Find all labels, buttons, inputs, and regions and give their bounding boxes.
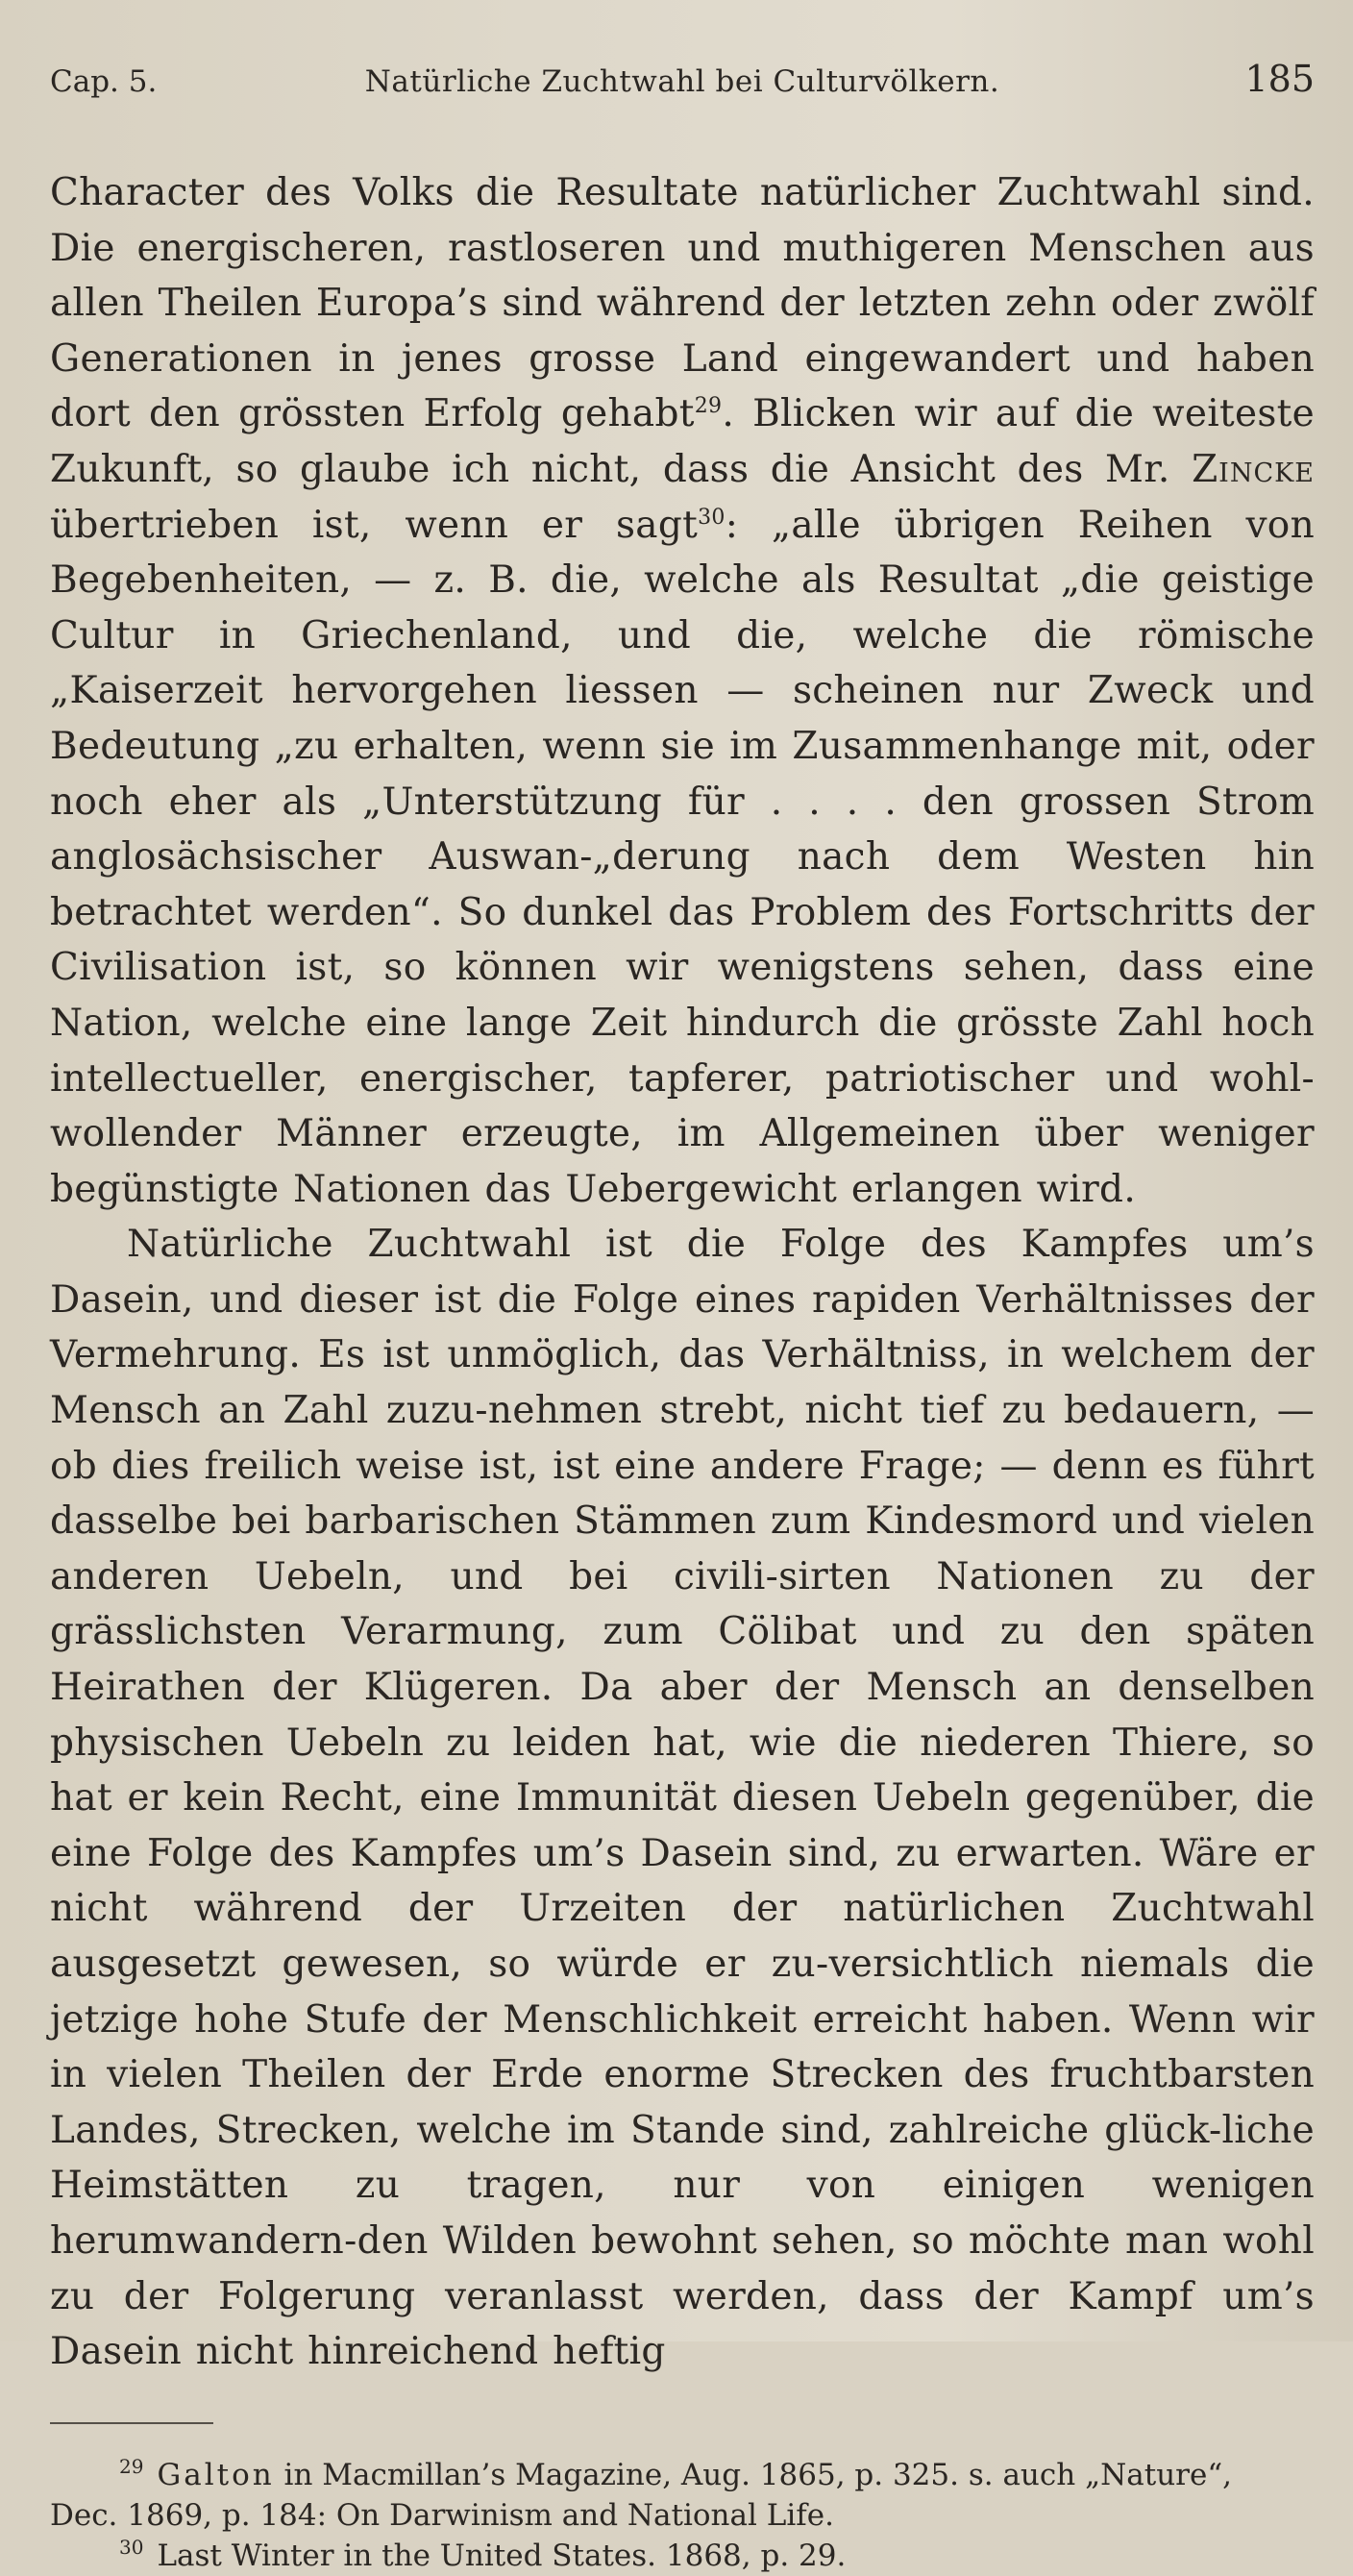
running-header bbox=[50, 58, 1315, 106]
text-segment: übertrieben ist, wenn er sagt bbox=[50, 503, 699, 547]
footnote-mark: 29 bbox=[119, 2455, 144, 2479]
footnote-29-continuation: Dec. 1869, p. 184: On Darwinism and National Life. bbox=[50, 2497, 834, 2533]
body-text bbox=[50, 165, 1315, 2380]
footnotes bbox=[50, 2455, 1315, 2576]
page-number: 185 bbox=[1244, 58, 1315, 100]
footnote-29 bbox=[50, 2455, 1315, 2495]
footnote-rule bbox=[50, 2422, 213, 2424]
paragraph-continued bbox=[50, 165, 1315, 1217]
chapter-label: Cap. 5. bbox=[50, 64, 158, 99]
running-title: Natürliche Zuchtwahl bei Culturvölkern. bbox=[364, 64, 1000, 99]
footnote-text: in Macmillan’s Magazine, Aug. 1865, p. 325. s. auch „Nature“, bbox=[274, 2457, 1233, 2492]
footnote-text: Last Winter in the United States. 1868, p. 29. bbox=[157, 2538, 847, 2573]
footnote-ref-30: 30 bbox=[698, 505, 726, 530]
footnote-ref-29: 29 bbox=[694, 394, 723, 419]
footnote-30 bbox=[50, 2536, 1315, 2576]
text-segment: . Blicken wir auf die weiteste Zukunft, so glaube ich nicht, dass die Ansicht des Mr. bbox=[50, 392, 1315, 491]
author-name-zincke: Zincke bbox=[1192, 447, 1315, 491]
paragraph: Natürliche Zuchtwahl ist die Folge des Kampfes um’s Dasein, und dieser ist die Folge eines rapiden Verhältnisses der Vermehrung. Es ist unmöglich, das Verhältniss, in welchem der Mensch an Zahl zuzu-nehmen strebt, nicht tief zu bedauern, — ob dies freilich weise ist, ist eine andere Frage; — denn es führt dasselbe bei barbarischen Stämmen zum Kindesmord und vielen anderen Uebeln, und bei civili-sirten Nationen zu der grässlichsten Verarmung, zum Cölibat und zu den späten Heirathen der Klügeren. Da aber der Mensch an denselben physischen Uebeln zu leiden hat, wie die niederen Thiere, so hat er kein Recht, eine Immunität diesen Uebeln gegenüber, die eine Folge des Kampfes um’s Dasein sind, zu erwarten. Wäre er nicht während der Urzeiten der natürlichen Zuchtwahl ausgesetzt gewesen, so würde er zu-versichtlich niemals die jetzige hohe Stufe der Menschlichkeit erreicht haben. Wenn wir in vielen Theilen der Erde enorme Strecken des fruchtbarsten Landes, Strecken, welche im Stande sind, zahlreiche glück-liche Heimstätten zu tragen, nur von einigen wenigen herumwandern-den Wilden bewohnt sehen, so möchte man wohl zu der Folgerung veranlasst werden, dass der Kampf um’s Dasein nicht hinreichend heftig bbox=[50, 1223, 1315, 2374]
footnote-author: Galton bbox=[157, 2457, 275, 2492]
footnote-mark: 30 bbox=[119, 2536, 144, 2560]
text-segment: Character des Volks die Resultate natürlicher Zuchtwahl sind. Die energischeren, rastloseren und muthigeren Menschen aus allen Theilen Europa’s sind während der letzten zehn oder zwölf Generationen in jenes grosse Land eingewandert und haben dort den grössten Erfolg gehabt bbox=[50, 171, 1315, 436]
text-segment: : „alle übrigen Reihen von Begebenheiten, — z. B. die, welche als Resultat „die geistige Cultur in Griechenland, und die, welche die römische „Kaiserzeit hervorgehen liessen — scheinen nur Zweck und Bedeutung „zu erhalten, wenn sie im Zusammenhange mit, oder noch eher als „Unterstützung für . . . . den grossen Strom anglosächsischer Auswan-„derung nach dem Westen hin betrachtet werden“. So dunkel das Problem des Fortschritts der Civilisation ist, so können wir wenigstens sehen, dass eine Nation, welche eine lange Zeit hindurch die grösste Zahl hoch intellectueller, energischer, tapferer, patriotischer und wohl-wollender Männer erzeugte, im Allgemeinen über weniger begünstigte Nationen das Uebergewicht erlangen wird. bbox=[50, 503, 1315, 1211]
